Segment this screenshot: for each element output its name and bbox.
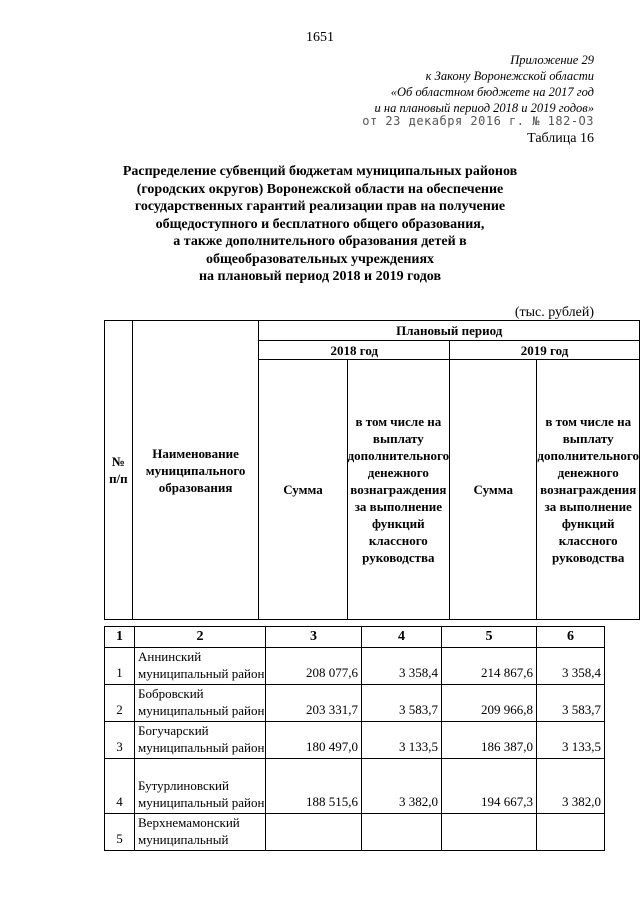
class-mgmt-2018: 3 358,4 (362, 648, 442, 685)
column-number: 1 (105, 627, 135, 648)
district-name: Аннинский муниципальный район (135, 648, 266, 685)
appendix-line: «Об областном бюджете на 2017 год (390, 85, 594, 99)
class-mgmt-2018 (362, 814, 442, 851)
district-name: Богучарский муниципальный район (135, 722, 266, 759)
district-name: Бобровский муниципальный район (135, 685, 266, 722)
table-row (105, 648, 605, 685)
class-mgmt-2019: 3 583,7 (537, 685, 605, 722)
header-incl-2018: в том числе на выплату дополнительного денежного вознаграждения за выполнение функций классного руководства (347, 360, 450, 620)
sum-2019 (442, 814, 537, 851)
appendix-line: и на плановый период 2018 и 2019 годов» (374, 101, 594, 115)
class-mgmt-2018: 3 133,5 (362, 722, 442, 759)
row-number: 4 (105, 759, 135, 814)
class-mgmt-2019: 3 358,4 (537, 648, 605, 685)
data-table (104, 626, 605, 851)
sum-2019: 214 867,6 (442, 648, 537, 685)
district-name: Бутурлиновский муниципальный район (135, 759, 266, 814)
title-line: а также дополнительного образования детей в (173, 234, 467, 249)
sum-2018: 188 515,6 (266, 759, 362, 814)
table-row (105, 814, 605, 851)
class-mgmt-2019: 3 382,0 (537, 759, 605, 814)
appendix-note (375, 52, 594, 116)
sum-2019: 194 667,3 (442, 759, 537, 814)
table-label: Таблица 16 (527, 131, 594, 146)
column-number: 5 (442, 627, 537, 648)
row-number: 3 (105, 722, 135, 759)
header-sum-2018: Сумма (259, 360, 347, 620)
column-numbers-row (105, 627, 605, 648)
class-mgmt-2018: 3 583,7 (362, 685, 442, 722)
header-planned-period: Плановый период (259, 321, 640, 341)
column-number: 4 (362, 627, 442, 648)
district-name: Верхнемамонский муниципальный (135, 814, 266, 851)
sum-2018: 203 331,7 (266, 685, 362, 722)
title-line: (городских округов) Воронежской области на обеспечение (136, 181, 504, 197)
title-line: на плановый период 2018 и 2019 годов (198, 269, 442, 284)
table-header (104, 320, 640, 620)
header-name: Наименование муниципального образования (132, 321, 259, 620)
title-line: общеобразовательных учреждениях (205, 251, 435, 267)
title-line: государственных гарантий реализации прав на получение (134, 199, 506, 214)
class-mgmt-2019 (537, 814, 605, 851)
row-number: 2 (105, 685, 135, 722)
law-date-stamp: от 23 декабря 2016 г. № 182-ОЗ (362, 114, 594, 128)
header-incl-2019: в том числе на выплату дополнительного денежного вознаграждения за выполнение функций классного руководства (537, 360, 640, 620)
row-number: 5 (105, 814, 135, 851)
units-label: (тыс. рублей) (514, 305, 594, 320)
appendix-line: Приложение 29 (510, 53, 594, 67)
sum-2018: 208 077,6 (266, 648, 362, 685)
column-number: 3 (266, 627, 362, 648)
header-number: № п/п (105, 321, 133, 620)
header-sum-2019: Сумма (450, 360, 537, 620)
sum-2019: 209 966,8 (442, 685, 537, 722)
column-number: 2 (135, 627, 266, 648)
header-year-2018: 2018 год (259, 341, 450, 360)
table-row (105, 685, 605, 722)
class-mgmt-2018: 3 382,0 (362, 759, 442, 814)
header-year-2019: 2019 год (450, 341, 640, 360)
table-row (105, 759, 605, 814)
title-line: Распределение субвенций бюджетам муниципальных районов (122, 164, 518, 179)
row-number: 1 (105, 648, 135, 685)
appendix-line: к Закону Воронежской области (425, 69, 594, 83)
sum-2018: 180 497,0 (266, 722, 362, 759)
table-row (105, 722, 605, 759)
class-mgmt-2019: 3 133,5 (537, 722, 605, 759)
sum-2018 (266, 814, 362, 851)
column-number: 6 (537, 627, 605, 648)
page-number: 1651 (306, 30, 334, 45)
sum-2019: 186 387,0 (442, 722, 537, 759)
title-line: общедоступного и бесплатного общего образования, (155, 216, 485, 232)
document-title (120, 163, 520, 286)
